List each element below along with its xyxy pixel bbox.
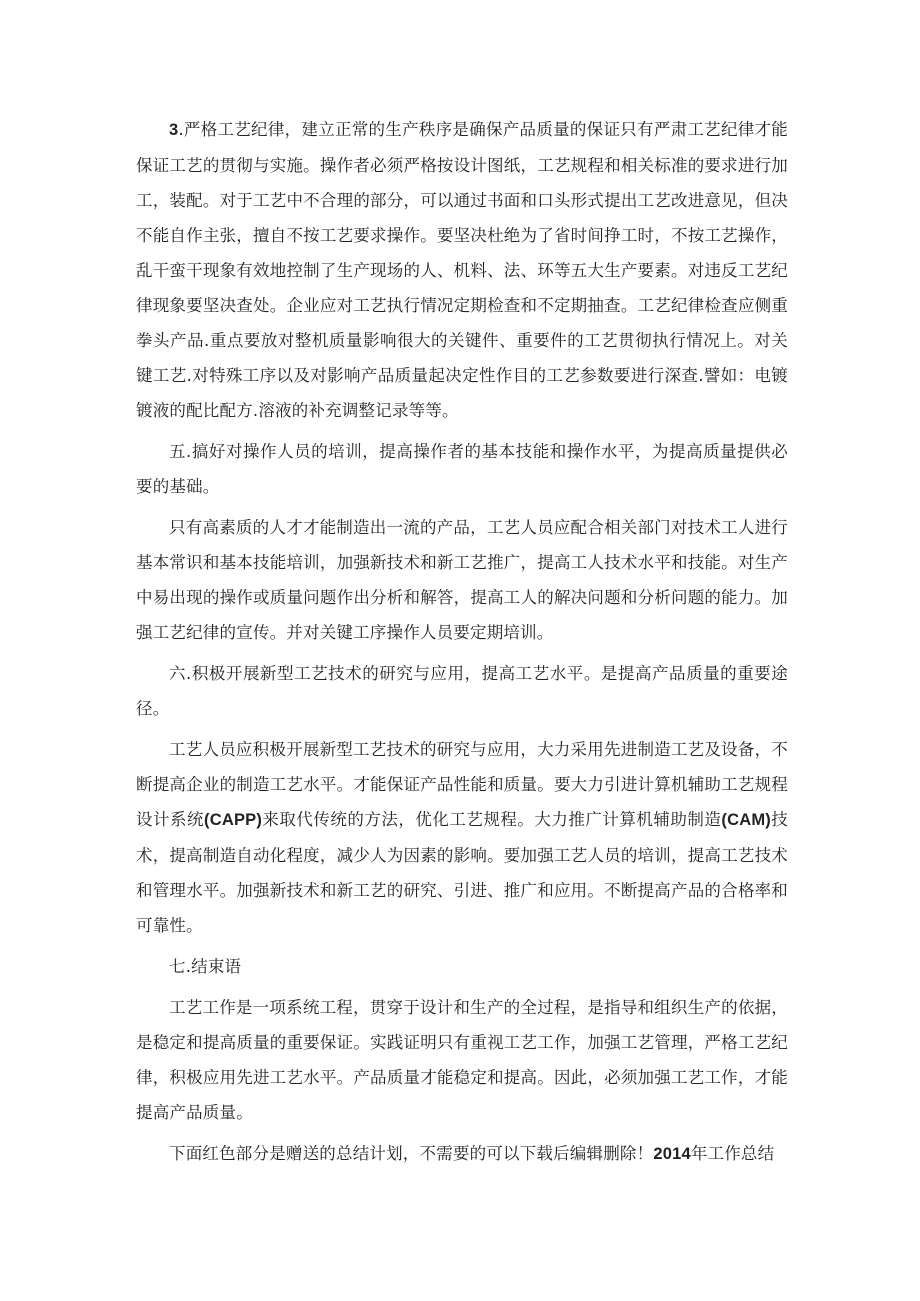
cam-term: (CAM) bbox=[721, 811, 771, 829]
paragraph-new-technology: 工艺人员应积极开展新型工艺技术的研究与应用，大力采用先进制造工艺及设备，不断提高企业的制造工艺水平。才能保证产品性能和质量。要大力引进计算机辅助工艺规程设计系统(CAPP)来取代传统的方法，优化工艺规程。大力推广计算机辅助制造(CAM)技术，提高制造自动化程度，减少人为因素的影响。要加强工艺人员的培训，提高工艺技术和管理水平。加强新技术和新工艺的研究、引进、推广和应用。不断提高产品的合格率和可靠性。 bbox=[136, 740, 789, 935]
item-number: 3 bbox=[169, 121, 179, 139]
paragraph-training: 只有高素质的人才才能制造出一流的产品，工艺人员应配合相关部门对技术工人进行基本常识和基本技能培训，加强新技术和新工艺推广，提高工人技术水平和技能。对生产中易出现的操作或质量问题作出分析和解答，提高工人的解决问题和分析问题的能力。加强工艺纪律的宣传。并对关键工序操作人员要定期培训。 bbox=[136, 518, 788, 642]
heading-conclusion: 七.结束语 bbox=[169, 957, 242, 976]
paragraph-note: 下面红色部分是赠送的总结计划，不需要的可以下载后编辑删除！2014年工作总结 bbox=[169, 1144, 775, 1163]
document-body bbox=[136, 112, 788, 1178]
heading-new-technology: 六.积极开展新型工艺技术的研究与应用，提高工艺水平。是提高产品质量的重要途径。 bbox=[136, 664, 788, 718]
paragraph-process-discipline bbox=[136, 112, 788, 428]
paragraph-conclusion: 工艺工作是一项系统工程，贯穿于设计和生产的全过程，是指导和组织生产的依据，是稳定和提高质量的重要保证。实践证明只有重视工艺工作，加强工艺管理，严格工艺纪律，积极应用先进工艺水平。产品质量才能稳定和提高。因此，必须加强工艺工作，才能提高产品质量。 bbox=[136, 998, 788, 1122]
year-number: 2014 bbox=[653, 1145, 691, 1163]
capp-term: (CAPP) bbox=[204, 811, 263, 829]
paragraph-text: .严格工艺纪律，建立正常的生产秩序是确保产品质量的保证只有严肃工艺纪律才能保证工艺的贯彻与实施。操作者必须严格按设计图纸，工艺规程和相关标准的要求进行加工，装配。对于工艺中不合理的部分，可以通过书面和口头形式提出工艺改进意见，但决不能自作主张，擅自不按工艺要求操作。要坚决杜绝为了省时间挣工时，不按工艺操作，乱干蛮干现象有效地控制了生产现场的人、机料、法、环等五大生产要素。对违反工艺纪律现象要坚决查处。企业应对工艺执行情况定期检查和不定期抽查。工艺纪律检查应侧重拳头产品.重点要放对整机质量影响很大的关键件、重要件的工艺贯彻执行情况上。对关键工艺.对特殊工序以及对影响产品质量起决定性作目的工艺参数要进行深查.譬如：电镀镀液的配比配方.溶液的补充调整记录等等。 bbox=[136, 120, 788, 420]
heading-training: 五.搞好对操作人员的培训，提高操作者的基本技能和操作水平，为提高质量提供必要的基础。 bbox=[136, 442, 788, 496]
